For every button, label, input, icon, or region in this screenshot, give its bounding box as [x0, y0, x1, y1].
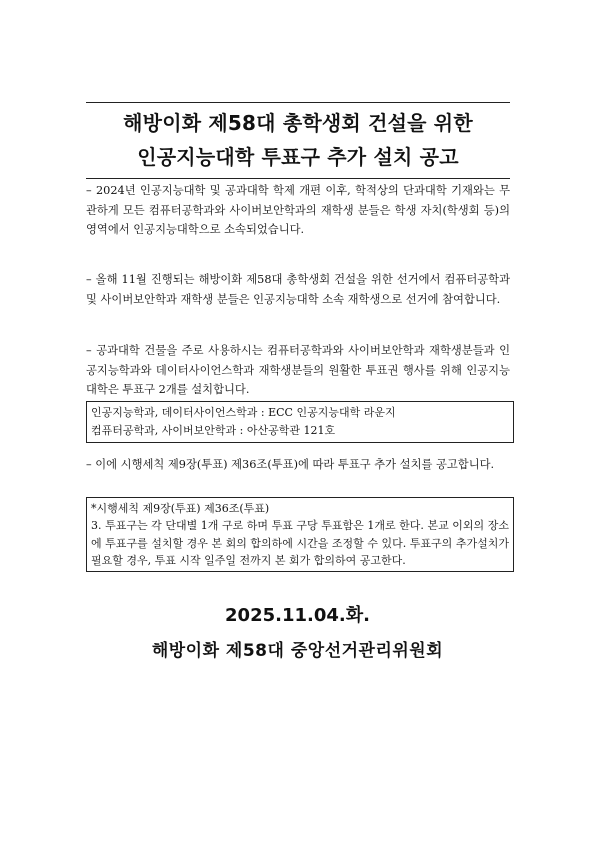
announcement-date: 2025.11.04.화.: [225, 605, 370, 626]
notice-title-block: [86, 102, 510, 179]
paragraph-announcement: – 이에 시행세칙 제9장(투표) 제36조(투표)에 따라 투표구 추가 설치를 공고합니다.: [86, 458, 495, 471]
notice-title-line-2: 인공지능대학 투표구 추가 설치 공고: [137, 145, 459, 169]
notice-title-line-1: 해방이화 제58대 총학생회 건설을 위한: [123, 111, 473, 135]
rule-citation-body: 3. 투표구는 각 단대별 1개 구로 하며 투표 구당 투표함은 1개로 한다. 본교 이외의 장소에 투표구를 설치할 경우 본 회의 합의하에 시간을 조정할 수 있다. 투표구의 추가설치가 필요할 경우, 투표 시작 일주일 전까지 본 회가 합의하여 공고한다.: [91, 519, 509, 567]
paragraph-polling-stations: – 공과대학 건물을 주로 사용하시는 컴퓨터공학과와 사이버보안학과 재학생분들과 인공지능학과와 데이터사이언스학과 재학생분들의 원활한 투표권 행사를 위해 인공지능대학은 투표구 2개를 설치합니다.: [86, 344, 510, 397]
paragraph-reorganization: – 2024년 인공지능대학 및 공과대학 학제 개편 이후, 학적상의 단과대학 기재와는 무관하게 모든 컴퓨터공학과와 사이버보안학과의 재학생 분들은 학생 자치(학생회 등)의 영역에서 인공지능대학으로 소속되었습니다.: [86, 184, 510, 237]
issuing-organization: 해방이화 제58대 중앙선거관리위원회: [151, 641, 444, 661]
rule-citation-box: [86, 497, 514, 572]
polling-location-ai: 인공지능학과, 데이터사이언스학과 : ECC 인공지능대학 라운지: [91, 406, 396, 419]
paragraph-election-participation: – 올해 11월 진행되는 해방이화 제58대 총학생회 건설을 위한 선거에서 컴퓨터공학과 및 사이버보안학과 재학생 분들은 인공지능대학 소속 재학생으로 선거에 참여합니다.: [86, 273, 510, 306]
rule-citation-heading: *시행세칙 제9장(투표) 제36조(투표): [91, 502, 270, 515]
polling-location-engineering: 컴퓨터공학과, 사이버보안학과 : 아산공학관 121호: [91, 424, 336, 437]
polling-location-box: [86, 401, 514, 443]
